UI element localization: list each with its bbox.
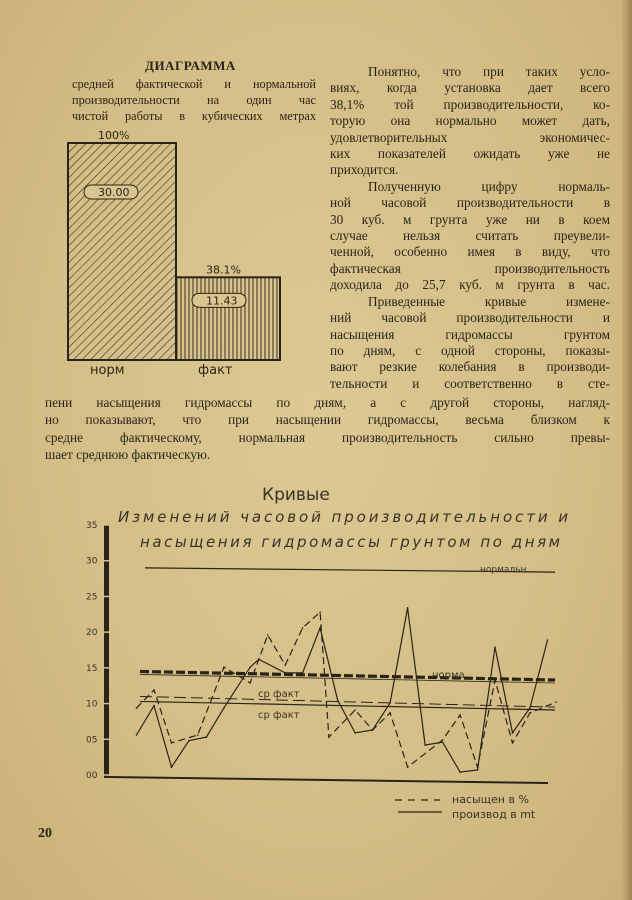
line-chart-subtitle: Изменений часовой производительности и [118, 508, 568, 526]
data-point [512, 732, 514, 734]
data-point [267, 634, 269, 636]
text-line: пени насыщения гидромассы по дням, а с другой стороны, нагляд- [45, 395, 610, 410]
data-point [197, 734, 199, 736]
data-point [284, 664, 286, 666]
data-point [477, 766, 479, 768]
data-point [459, 714, 461, 716]
text-line: Понятно, что при таких усло- [368, 64, 610, 79]
data-point [407, 766, 409, 768]
data-point [206, 736, 208, 738]
bar-факт [176, 277, 280, 360]
data-point [494, 679, 496, 681]
text-line: 38,1% той производительности, ко- [330, 96, 610, 112]
y-tick-label: 00 [86, 771, 98, 781]
data-point [442, 739, 444, 741]
text-line: Полученную цифру нормаль- [368, 178, 610, 194]
data-point [389, 712, 391, 714]
text-line: но показывают, что при насыщении гидромассы, весьма близком к [45, 412, 610, 428]
reference-line-label: норма [432, 670, 465, 681]
category-label: норм [90, 363, 125, 378]
legend-label: насыщен в % [452, 793, 529, 806]
text-line: шает среднюю фактическую. [45, 446, 211, 462]
data-point [223, 666, 225, 668]
diagram-subtitle-line: чистой работы в кубических метрах [72, 109, 316, 123]
text-line: ченной, особенно имея в виду, что [330, 244, 610, 260]
value-label: 11.43 [206, 294, 238, 308]
y-tick-label: 10 [86, 699, 98, 710]
data-point [188, 740, 190, 742]
data-point [494, 646, 496, 648]
data-point [284, 672, 286, 674]
data-point [512, 742, 514, 744]
text-line: приходится. [330, 162, 399, 178]
text-line: Приведенные кривые измене- [368, 293, 610, 309]
text-line: вают резкие колебания в производи- [330, 359, 610, 375]
data-point [136, 734, 138, 736]
text-line: случае нельзя считать преувели- [330, 228, 610, 244]
data-point [223, 707, 225, 709]
line-chart-title: Кривые [262, 485, 330, 505]
reference-line-ср-факт [140, 701, 555, 710]
data-point [477, 769, 479, 771]
bar-chart [68, 129, 280, 378]
text-line: по дням, с одной стороны, показы- [330, 342, 610, 358]
data-point [407, 607, 409, 609]
line-chart [86, 485, 568, 821]
reference-line-label: нормальн [480, 565, 527, 575]
data-point [153, 689, 155, 691]
reference-line-label: ср факт [258, 710, 300, 721]
text-line: виях, когда установка дает всего [330, 80, 610, 96]
data-point [153, 705, 155, 707]
data-point [319, 611, 321, 613]
y-tick-label: 25 [86, 592, 98, 603]
x-axis [107, 777, 548, 783]
text-line: насыщения гидромассы грунтом [330, 326, 610, 342]
text-line: торую она нормально может дать, [330, 113, 610, 129]
diagram-subtitle-line: средней фактической и нормальной [72, 77, 316, 91]
data-point [136, 707, 138, 709]
data-point [354, 732, 356, 734]
text-line: удовлетворительных экономичес- [330, 129, 610, 145]
y-tick-label: 30 [86, 556, 98, 567]
text-line: 30 куб. м грунта уже ни в коем [330, 211, 610, 227]
text-line: средне фактическому, нормальная производительность сильно превы- [45, 429, 610, 445]
data-point [249, 682, 251, 684]
data-point [354, 709, 356, 711]
category-label: факт [198, 363, 233, 378]
diagram-title: ДИАГРАММА [145, 58, 236, 73]
diagram-subtitle-line: производительности на один час [72, 93, 316, 107]
data-point [529, 712, 531, 714]
data-point [302, 627, 304, 629]
reference-line-label: ср факт [258, 689, 300, 700]
page-number: 20 [38, 826, 52, 841]
data-point [302, 672, 304, 674]
percent-label: 38.1% [206, 263, 241, 277]
y-tick-label: 35 [86, 521, 98, 531]
y-tick-label: 15 [86, 663, 98, 674]
text-line: тельности и соответственно в сте- [330, 375, 610, 391]
data-point [547, 639, 549, 641]
text-line: доходила до 25,7 куб. м грунта в час. [330, 277, 610, 293]
data-point [555, 701, 557, 703]
percent-label: 100% [98, 129, 130, 142]
data-point [459, 771, 461, 773]
value-label: 30.00 [98, 186, 130, 199]
y-tick-label: 20 [86, 628, 98, 639]
data-point [389, 702, 391, 704]
data-point [249, 666, 251, 668]
series-line-saturation [137, 612, 557, 767]
data-point [171, 766, 173, 768]
text-line: фактическая производительность [330, 260, 610, 276]
line-chart-subtitle: насыщения гидромассы грунтом по дням [140, 533, 560, 551]
data-point [171, 742, 173, 744]
y-axis [104, 525, 109, 778]
y-tick-label: 05 [86, 735, 98, 746]
data-point [529, 707, 531, 709]
series-line-productivity [137, 608, 548, 772]
data-point [372, 729, 374, 731]
text-line: ний часовой производительности и [330, 310, 610, 326]
bar-норм [68, 143, 176, 360]
data-point [442, 741, 444, 743]
text-line: ной часовой производительности в [330, 195, 610, 211]
legend-label: производ в mt [452, 808, 536, 821]
text-line: ких показателей ожидать уже не [330, 146, 610, 162]
data-point [337, 699, 339, 701]
data-point [328, 736, 330, 738]
data-point [424, 744, 426, 746]
